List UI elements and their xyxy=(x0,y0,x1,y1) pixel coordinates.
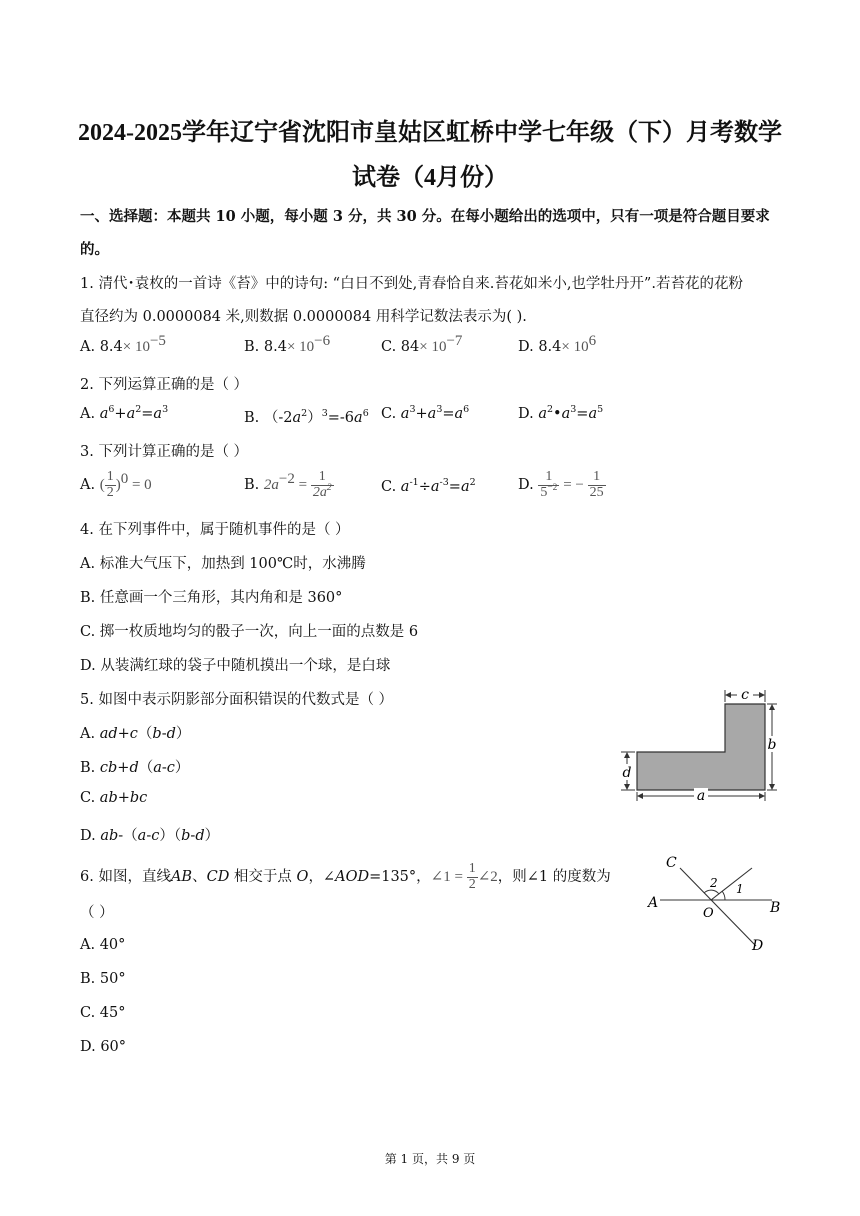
paper-title-line1: 2024-2025学年辽宁省沈阳市皇姑区虹桥中学七年级（下）月考数学 xyxy=(78,120,782,146)
q1-stem-line1: 1. 清代･袁枚的一首诗《苔》中的诗句: “白日不到处,青春恰自来.苔花如米小,也学牡丹开”.若苔花的花粉 xyxy=(80,276,743,292)
label-a: a xyxy=(696,788,706,804)
q1-option-b: B. $8.4\times 10^{-6}$ xyxy=(244,333,331,355)
label-angle-2: 2 xyxy=(710,876,718,890)
q4-option-b: B. 任意画一个三角形，其内角和是 360° xyxy=(80,590,343,606)
q5-option-c: C. ab+bc xyxy=(80,790,148,806)
q4-option-d: D. 从装满红球的袋子中随机摸出一个球，是白球 xyxy=(80,658,391,674)
q6-option-c: C. 45° xyxy=(80,1005,126,1021)
q5-l-shape-figure xyxy=(615,684,785,804)
label-angle-1: 1 xyxy=(736,882,744,896)
q6-option-b: B. 50° xyxy=(80,971,126,987)
label-b: B xyxy=(770,900,781,916)
q2-stem: 2. 下列运算正确的是（ ） xyxy=(80,377,249,393)
q4-option-c: C. 掷一枚质地均匀的骰子一次，向上一面的点数是 6 xyxy=(80,624,419,640)
q6-option-a: A. 40° xyxy=(80,937,126,953)
q5-stem: 5. 如图中表示阴影部分面积错误的代数式是（ ） xyxy=(80,692,394,708)
line-cd xyxy=(680,868,756,946)
q5-option-a: A. ad+c（b-d） xyxy=(80,726,191,742)
q3-option-b: B. $2a^{-2}$ = $\frac{1}{2a^2}$ xyxy=(244,469,332,500)
label-c: c xyxy=(741,687,749,703)
page-footer: 第 1 页，共 9 页 xyxy=(384,1152,476,1166)
label-c: C xyxy=(666,855,677,871)
q5-option-d: D. ab-（a-c）（b-d） xyxy=(80,828,220,844)
q5-option-b: B. cb+d（a-c） xyxy=(80,760,190,776)
q1-option-d: D. $8.4\times 10^6$ xyxy=(518,333,597,355)
shaded-region xyxy=(637,704,765,790)
q1-stem-line2: 直径约为 0.0000084 米,则数据 0.0000084 用科学记数法表示为( ). xyxy=(80,309,527,325)
label-o: O xyxy=(703,906,714,921)
paper-title-line2: 试卷（4月份） xyxy=(352,165,508,191)
q6-intersecting-lines-figure xyxy=(640,852,790,962)
q6-option-d: D. 60° xyxy=(80,1039,127,1055)
q4-stem: 4. 在下列事件中，属于随机事件的是（ ） xyxy=(80,522,350,538)
q1-option-a: A. $8.4\times 10^{-5}$ xyxy=(80,333,166,355)
q2-option-a: A. $a^6+a^2=a^3$ xyxy=(80,404,169,422)
q3-option-d: D. $\frac{1}{5^{-2}}$ = − $\frac{1}{25}$ xyxy=(518,469,604,500)
section-header-line1: 一、选择题：本题共 10 小题，每小题 3 分，共 30 分。在每小题给出的选项中，只有一项是符合题目要求 xyxy=(80,208,770,225)
label-d: d xyxy=(622,765,632,781)
q6-stem-line1: 6. 如图，直线AB、CD 相交于点 O，∠AOD=135°，∠1 = $\frac{1}{2}$ ∠2，则∠1 的度数为 xyxy=(80,861,611,892)
label-d: D xyxy=(752,938,764,954)
q2-option-c: C. $a^3+a^3=a^6$ xyxy=(381,404,470,422)
label-a: A xyxy=(648,895,659,911)
angle-2-arc xyxy=(704,890,719,894)
q1-option-c: C. $84\times 10^{-7}$ xyxy=(381,333,463,355)
q3-option-c: C. $a^{-1}\div a^{-3}=a^2$ xyxy=(381,477,476,495)
q2-option-b: B. $(-2a^2)^3=-6a^6$ xyxy=(244,408,369,426)
q4-option-a: A. 标准大气压下，加热到 100℃时，水沸腾 xyxy=(80,556,366,572)
label-b: b xyxy=(767,737,777,753)
q6-stem-paren: （ ） xyxy=(80,905,114,921)
angle-1-arc xyxy=(722,891,725,900)
section-header-line2: 的。 xyxy=(80,241,109,258)
q3-stem: 3. 下列计算正确的是（ ） xyxy=(80,444,249,460)
q2-option-d: D. $a^2•a^3=a^5$ xyxy=(518,404,604,422)
q3-option-a: A. ( $\frac{1}{2}$ )$^0$ = 0 xyxy=(80,469,152,500)
